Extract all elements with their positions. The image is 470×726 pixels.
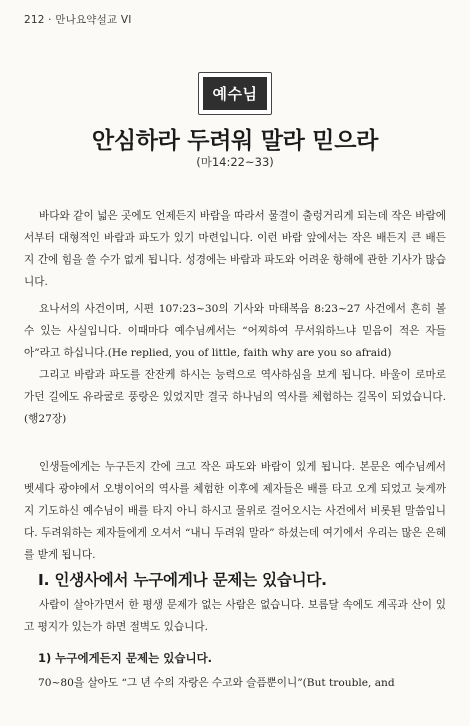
running-head: 212 · 만나요약설교 VI — [24, 14, 132, 26]
topic-badge-label: 예수님 — [203, 77, 268, 110]
paragraph-2 — [24, 298, 446, 430]
section-heading: I. 인생사에서 누구에게나 문제는 있습니다. — [38, 571, 327, 589]
scripture-reference: (마14:22~33) — [196, 155, 274, 169]
paragraph-1: 바다와 같이 넓은 곳에도 언제든지 바람을 따라서 물결이 출렁거리게 되는데 작은 바람에서부터 대형적인 바람과 파도가 있기 마련입니다. 이런 바람 앞에서는 작은 배든지 큰 배든지 간에 힘을 쓸 수가 없게 됩니다. 성경에는 바람과 파도와 어려운 항해에 관한 기사가 많습니다. — [24, 210, 446, 288]
sermon-title: 안심하라 두려워 말라 믿으라 — [91, 128, 379, 154]
paragraph-2b: 그리고 바람과 파도를 잔잔케 하시는 능력으로 역사하심을 보게 됩니다. 바울이 로마로 가던 길에도 유라굴로 풍랑은 있었지만 결국 하나님의 역사를 체험하는 길목이 되었습니다.(행27장) — [24, 369, 446, 425]
paragraph-2a: 요나서의 사건이며, 시편 107:23~30의 기사와 마태복음 8:23~27 사건에서 흔히 볼 수 있는 사실입니다. 이때마다 예수님께서는 “어찌하여 무서워하느냐 믿음이 적은 자들아”라고 하십니다.(He replied, you of little, faith why are you so afraid) — [24, 303, 446, 359]
paragraph-3: 인생들에게는 누구든지 간에 크고 작은 파도와 바람이 있게 됩니다. 본문은 예수님께서 벳세다 광야에서 오병이어의 역사를 체험한 이후에 제자들은 배를 타고 오게 되었고 늦게까지 기도하신 예수님이 배를 타지 아니 하시고 물위로 걸어오시는 사건에서 비롯된 말씀입니다. 두려워하는 제자들에게 오셔서 “내니 두려워 말라” 하셨는데 여기에서 우리는 많은 은혜를 받게 됩니다. — [24, 461, 446, 561]
topic-badge — [198, 72, 273, 115]
paragraph-5: 70~80을 살아도 “그 년 수의 자랑은 수고와 슬픔뿐이니”(But trouble, and — [38, 677, 395, 689]
paragraph-4: 사람이 살아가면서 한 평생 문제가 없는 사람은 없습니다. 보름달 속에도 계곡과 산이 있고 평지가 있는가 하면 절벽도 있습니다. — [24, 599, 446, 633]
topic-badge-wrap — [0, 72, 470, 115]
sub-heading: 1) 누구에게든지 문제는 있습니다. — [38, 651, 213, 665]
